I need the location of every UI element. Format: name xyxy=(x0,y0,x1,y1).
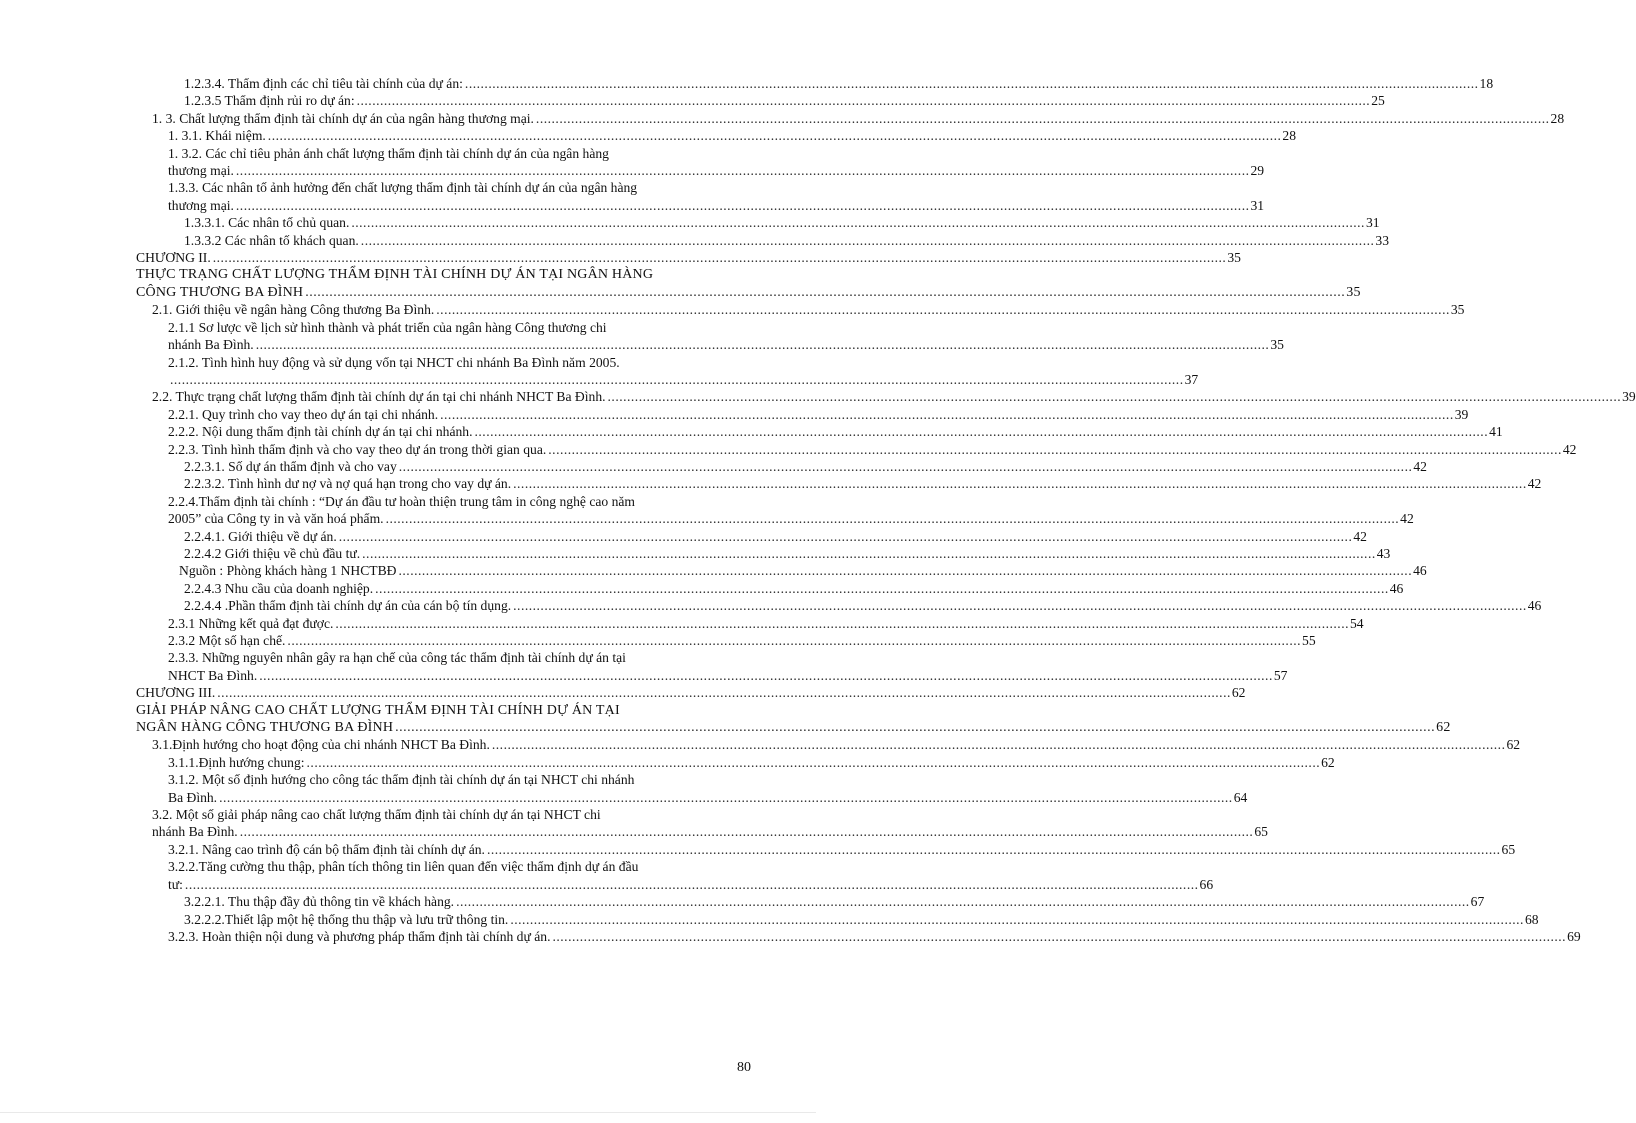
toc-entry[interactable] xyxy=(136,388,1636,405)
toc-entry[interactable] xyxy=(136,301,1465,318)
dot-leader: .................................................................................................................................................................................................................................................................... xyxy=(184,876,1199,892)
dot-leader: .................................................................................................................................................................................................................................................................... xyxy=(436,302,1450,318)
toc-entry-title: 1.3.3. Các nhân tố ảnh hưởng đến chất lượng thẩm định tài chính dự án của ngân hàng xyxy=(168,180,638,196)
toc-entry[interactable] xyxy=(136,162,1265,179)
toc-entry-title: 1.3.3.1. Các nhân tố chủ quan. xyxy=(184,215,350,231)
toc-entry[interactable] xyxy=(136,562,1427,579)
toc-entry-title: 2.2.4.3 Nhu cầu của doanh nghiệp. xyxy=(184,580,374,596)
toc-entry[interactable] xyxy=(136,371,1199,388)
toc-page-number: 64 xyxy=(1233,789,1248,805)
toc-page-number: 35 xyxy=(1450,302,1465,318)
toc-entry[interactable] xyxy=(136,249,1241,266)
dot-leader: .................................................................................................................................................................................................................................................................... xyxy=(510,911,1524,927)
dot-leader: .................................................................................................................................................................................................................................................................... xyxy=(513,598,1527,614)
dot-leader: .................................................................................................................................................................................................................................................................... xyxy=(513,476,1527,492)
toc-entry[interactable] xyxy=(136,528,1367,545)
toc-entry-continued[interactable] xyxy=(136,179,738,196)
toc-page-number: 69 xyxy=(1567,928,1581,944)
toc-entry[interactable] xyxy=(136,232,1389,249)
toc-entry-title: 2005” của Công ty in và văn hoá phẩm. xyxy=(168,511,384,527)
toc-entry[interactable] xyxy=(136,580,1404,597)
toc-entry-continued[interactable] xyxy=(136,354,738,371)
toc-entry-title: 2.2.2. Nội dung thẩm định tài chính dự án tại chi nhánh. xyxy=(168,424,473,440)
page-bottom-edge xyxy=(0,1112,816,1113)
table-of-contents xyxy=(136,75,1636,945)
toc-page-number: 42 xyxy=(1527,476,1542,492)
toc-entry-title: 2.1.2. Tình hình huy động và sử dụng vốn tại NHCT chi nhánh Ba Đình năm 2005. xyxy=(168,354,620,370)
toc-page-number: 55 xyxy=(1302,633,1316,648)
toc-page-number: 35 xyxy=(1227,250,1241,266)
dot-leader: .................................................................................................................................................................................................................................................................... xyxy=(259,667,1273,683)
toc-entry-title: 1. 3. Chất lượng thẩm định tài chính dự án của ngân hàng thương mại. xyxy=(152,110,534,126)
toc-entry-continued[interactable] xyxy=(136,702,738,719)
toc-entry-title: 3.2.2.Tăng cường thu thập, phân tích thông tin liên quan đến việc thẩm định dự án đầu xyxy=(168,859,639,875)
toc-page-number: 29 xyxy=(1250,163,1265,179)
dot-leader: .................................................................................................................................................................................................................................................................... xyxy=(219,789,1233,805)
toc-entry-title: 2.1. Giới thiệu về ngân hàng Công thương Ba Đình. xyxy=(152,302,435,318)
toc-entry-title: 3.1.Định hướng cho hoạt động của chi nhánh NHCT Ba Đình. xyxy=(152,737,490,753)
toc-page-number: 62 xyxy=(1506,737,1521,753)
toc-page-number: 67 xyxy=(1470,894,1485,910)
toc-entry-continued[interactable] xyxy=(136,771,738,788)
toc-entry[interactable] xyxy=(136,92,1385,109)
toc-page-number: 62 xyxy=(1436,720,1451,736)
toc-entry-title: 2.2.4.Thẩm định tài chính : “Dự án đầu tư hoàn thiện trung tâm in công nghệ cao năm xyxy=(168,493,635,509)
dot-leader: .................................................................................................................................................................................................................................................................... xyxy=(362,545,1376,561)
dot-leader: .................................................................................................................................................................................................................................................................... xyxy=(338,528,1353,544)
toc-entry-title: NHCT Ba Đình. xyxy=(168,667,258,683)
toc-entry-title: 2.1.1 Sơ lược về lịch sử hình thành và phát triển của ngân hàng Công thương chi xyxy=(168,319,607,335)
toc-entry-title: Ba Đình. xyxy=(168,789,218,805)
toc-entry-title: thương mại. xyxy=(168,197,234,213)
toc-entry[interactable] xyxy=(136,406,1469,423)
dot-leader: .................................................................................................................................................................................................................................................................... xyxy=(548,441,1562,457)
dot-leader: .................................................................................................................................................................................................................................................................... xyxy=(305,284,1346,300)
toc-entry-continued[interactable] xyxy=(136,649,738,666)
dot-leader: .................................................................................................................................................................................................................................................................... xyxy=(375,580,1389,596)
toc-page-number: 43 xyxy=(1376,545,1391,561)
toc-entry-title: 1.2.3.4. Thẩm định các chỉ tiêu tài chính của dự án: xyxy=(184,76,463,91)
toc-entry-title: 3.1.1.Định hướng chung: xyxy=(168,754,305,770)
toc-entry-continued[interactable] xyxy=(136,145,738,162)
dot-leader: .................................................................................................................................................................................................................................................................... xyxy=(267,128,1282,144)
toc-page-number: 33 xyxy=(1375,232,1389,248)
toc-page-number: 42 xyxy=(1400,511,1414,527)
toc-page-number: 18 xyxy=(1479,76,1494,91)
toc-entry[interactable] xyxy=(136,893,1485,910)
toc-entry-title: NGÂN HÀNG CÔNG THƯƠNG BA ĐÌNH xyxy=(136,720,394,736)
toc-entry[interactable] xyxy=(136,876,1214,893)
toc-entry-title: CÔNG THƯƠNG BA ĐÌNH xyxy=(136,284,304,300)
toc-entry-title: CHƯƠNG III. xyxy=(136,685,216,701)
dot-leader: .................................................................................................................................................................................................................................................................... xyxy=(287,633,1302,648)
toc-entry-title: 3.2.3. Hoàn thiện nội dung và phương pháp thẩm định tài chính dự án. xyxy=(168,928,551,944)
toc-entry[interactable] xyxy=(136,667,1288,684)
toc-page-number: 62 xyxy=(1321,754,1335,770)
toc-page-number: 42 xyxy=(1413,458,1427,474)
toc-entry[interactable] xyxy=(136,110,1565,127)
toc-entry[interactable] xyxy=(136,736,1521,753)
toc-entry-title: 1.3.3.2 Các nhân tố khách quan. xyxy=(184,232,359,248)
toc-entry[interactable] xyxy=(136,597,1542,614)
toc-entry-title: tư: xyxy=(168,876,183,892)
dot-leader: .................................................................................................................................................................................................................................................................... xyxy=(395,720,1436,736)
toc-entry-title: 1. 3.2. Các chỉ tiêu phản ánh chất lượng thẩm định tài chính dự án của ngân hàng xyxy=(168,145,609,161)
toc-page-number: 41 xyxy=(1489,424,1503,440)
toc-entry[interactable] xyxy=(136,284,1361,301)
toc-page-number: 46 xyxy=(1389,580,1404,596)
toc-entry[interactable] xyxy=(136,75,1494,92)
dot-leader: .................................................................................................................................................................................................................................................................... xyxy=(385,511,1400,527)
toc-entry[interactable] xyxy=(136,911,1539,928)
toc-page-number: 28 xyxy=(1282,128,1296,144)
toc-entry[interactable] xyxy=(136,789,1248,806)
toc-page-number: 65 xyxy=(1501,841,1516,857)
toc-entry-title: 2.3.3. Những nguyên nhân gây ra hạn chế của công tác thẩm định tài chính dự án tại xyxy=(168,650,626,666)
toc-entry-title: 2.2.1. Quy trình cho vay theo dự án tại chi nhánh. xyxy=(168,406,439,422)
toc-entry-title: 3.1.2. Một số định hướng cho công tác thẩm định tài chính dự án tại NHCT chi nhánh xyxy=(168,772,635,788)
toc-entry-title: 2.2.4.2 Giới thiệu về chủ đầu tư. xyxy=(184,545,361,561)
toc-entry-title: thương mại. xyxy=(168,163,234,179)
toc-entry[interactable] xyxy=(136,545,1391,562)
dot-leader: .................................................................................................................................................................................................................................................................... xyxy=(217,685,1231,701)
toc-page-number: 46 xyxy=(1413,563,1427,579)
toc-entry[interactable] xyxy=(136,423,1503,440)
toc-entry[interactable] xyxy=(136,197,1265,214)
toc-entry[interactable] xyxy=(136,719,1451,736)
dot-leader: .................................................................................................................................................................................................................................................................... xyxy=(607,389,1622,405)
dot-leader: .................................................................................................................................................................................................................................................................... xyxy=(535,110,1550,126)
toc-entry[interactable] xyxy=(136,441,1577,458)
toc-entry-title: 3.2.2.2.Thiết lập một hệ thống thu thập và lưu trữ thông tin. xyxy=(184,911,509,927)
dot-leader: .................................................................................................................................................................................................................................................................... xyxy=(552,928,1567,944)
toc-entry[interactable] xyxy=(136,928,1581,945)
toc-entry-title: 2.3.1 Những kết quả đạt được. xyxy=(168,615,334,631)
toc-page-number: 42 xyxy=(1562,441,1577,457)
toc-page-number: 54 xyxy=(1349,615,1364,631)
toc-page-number: 68 xyxy=(1524,911,1539,927)
toc-entry[interactable] xyxy=(136,632,1316,649)
dot-leader: .................................................................................................................................................................................................................................................................... xyxy=(360,232,1375,248)
toc-entry-continued[interactable] xyxy=(136,493,738,510)
dot-leader: .................................................................................................................................................................................................................................................................... xyxy=(170,371,1184,387)
toc-entry[interactable] xyxy=(136,823,1268,840)
toc-entry-continued[interactable] xyxy=(136,806,738,823)
dot-leader: .................................................................................................................................................................................................................................................................... xyxy=(356,93,1371,109)
dot-leader: .................................................................................................................................................................................................................................................................... xyxy=(235,163,1250,179)
dot-leader: .................................................................................................................................................................................................................................................................... xyxy=(306,754,1321,770)
toc-page-number: 37 xyxy=(1184,371,1199,387)
toc-entry[interactable] xyxy=(136,684,1246,701)
dot-leader: .................................................................................................................................................................................................................................................................... xyxy=(255,337,1270,353)
toc-entry-title: GIẢI PHÁP NÂNG CAO CHẤT LƯỢNG THẨM ĐỊNH TÀI CHÍNH DỰ ÁN TẠI xyxy=(136,702,620,718)
toc-entry-title: 2.2.3. Tình hình thẩm định và cho vay theo dự án trong thời gian qua. xyxy=(168,441,547,457)
toc-entry-continued[interactable] xyxy=(136,266,738,283)
dot-leader: .................................................................................................................................................................................................................................................................... xyxy=(464,76,1479,91)
dot-leader: .................................................................................................................................................................................................................................................................... xyxy=(474,424,1489,440)
toc-page-number: 46 xyxy=(1527,598,1542,614)
toc-entry[interactable] xyxy=(136,615,1364,632)
toc-entry-title: 3.2.2.1. Thu thập đầy đủ thông tin về khách hàng. xyxy=(184,894,455,910)
dot-leader: .................................................................................................................................................................................................................................................................... xyxy=(398,458,1413,474)
toc-entry[interactable] xyxy=(136,127,1296,144)
toc-entry[interactable] xyxy=(136,458,1427,475)
toc-entry[interactable] xyxy=(136,475,1542,492)
toc-entry-title: nhánh Ba Đình. xyxy=(152,824,238,840)
toc-page-number: 35 xyxy=(1270,337,1284,353)
toc-entry-continued[interactable] xyxy=(136,858,738,875)
dot-leader: .................................................................................................................................................................................................................................................................... xyxy=(212,250,1227,266)
toc-entry-title: Nguồn : Phòng khách hàng 1 NHCTBĐ xyxy=(179,563,397,579)
toc-entry-title: 2.2.3.1. Số dự án thẩm định và cho vay xyxy=(184,458,397,474)
toc-page-number: 39 xyxy=(1622,389,1636,405)
toc-entry-title: 2.3.2 Một số hạn chế. xyxy=(168,633,286,648)
toc-entry-title: 3.2.1. Nâng cao trình độ cán bộ thẩm định tài chính dự án. xyxy=(168,841,485,857)
dot-leader: .................................................................................................................................................................................................................................................................... xyxy=(486,841,1501,857)
toc-entry-title: 2.2.4.1. Giới thiệu về dự án. xyxy=(184,528,337,544)
toc-page-number: 28 xyxy=(1550,110,1565,126)
toc-entry-title: nhánh Ba Đình. xyxy=(168,337,254,353)
toc-entry-title: 2.2. Thực trạng chất lượng thẩm định tài chính dự án tại chi nhánh NHCT Ba Đình. xyxy=(152,389,606,405)
toc-entry-title: THỰC TRẠNG CHẤT LƯỢNG THẨM ĐỊNH TÀI CHÍNH DỰ ÁN TẠI NGÂN HÀNG xyxy=(136,267,654,283)
toc-entry[interactable] xyxy=(136,841,1516,858)
toc-page-number: 39 xyxy=(1454,406,1469,422)
toc-page-number: 31 xyxy=(1250,197,1265,213)
page-number: 80 xyxy=(737,1060,751,1075)
dot-leader: .................................................................................................................................................................................................................................................................... xyxy=(351,215,1365,231)
toc-page-number: 65 xyxy=(1254,824,1268,840)
toc-entry[interactable] xyxy=(136,754,1335,771)
toc-page-number: 62 xyxy=(1231,685,1246,701)
toc-entry-title: 2.2.4.4 .Phần thẩm định tài chính dự án của cán bộ tín dụng. xyxy=(184,598,512,614)
toc-page-number: 57 xyxy=(1273,667,1288,683)
dot-leader: .................................................................................................................................................................................................................................................................... xyxy=(491,737,1506,753)
toc-entry-continued[interactable] xyxy=(136,319,738,336)
dot-leader: .................................................................................................................................................................................................................................................................... xyxy=(335,615,1349,631)
toc-entry-title: 1.2.3.5 Thẩm định rủi ro dự án: xyxy=(184,93,355,109)
toc-page-number: 42 xyxy=(1353,528,1367,544)
toc-page-number: 66 xyxy=(1199,876,1214,892)
dot-leader: .................................................................................................................................................................................................................................................................... xyxy=(440,406,1454,422)
toc-page-number: 35 xyxy=(1346,284,1361,300)
dot-leader: .................................................................................................................................................................................................................................................................... xyxy=(456,894,1470,910)
dot-leader: .................................................................................................................................................................................................................................................................... xyxy=(235,197,1250,213)
toc-entry-title: 2.2.3.2. Tình hình dư nợ và nợ quá hạn trong cho vay dự án. xyxy=(184,476,512,492)
toc-entry[interactable] xyxy=(136,336,1284,353)
dot-leader: .................................................................................................................................................................................................................................................................... xyxy=(398,563,1413,579)
toc-entry-title: 1. 3.1. Khái niệm. xyxy=(168,128,266,144)
toc-page-number: 31 xyxy=(1365,215,1380,231)
toc-entry-title: 3.2. Một số giải pháp nâng cao chất lượng thẩm định tài chính dự án tại NHCT chi xyxy=(152,807,601,823)
toc-entry[interactable] xyxy=(136,214,1380,231)
toc-entry-title: CHƯƠNG II. xyxy=(136,250,211,266)
toc-entry[interactable] xyxy=(136,510,1414,527)
dot-leader: .................................................................................................................................................................................................................................................................... xyxy=(239,824,1254,840)
toc-page-number: 25 xyxy=(1371,93,1385,109)
